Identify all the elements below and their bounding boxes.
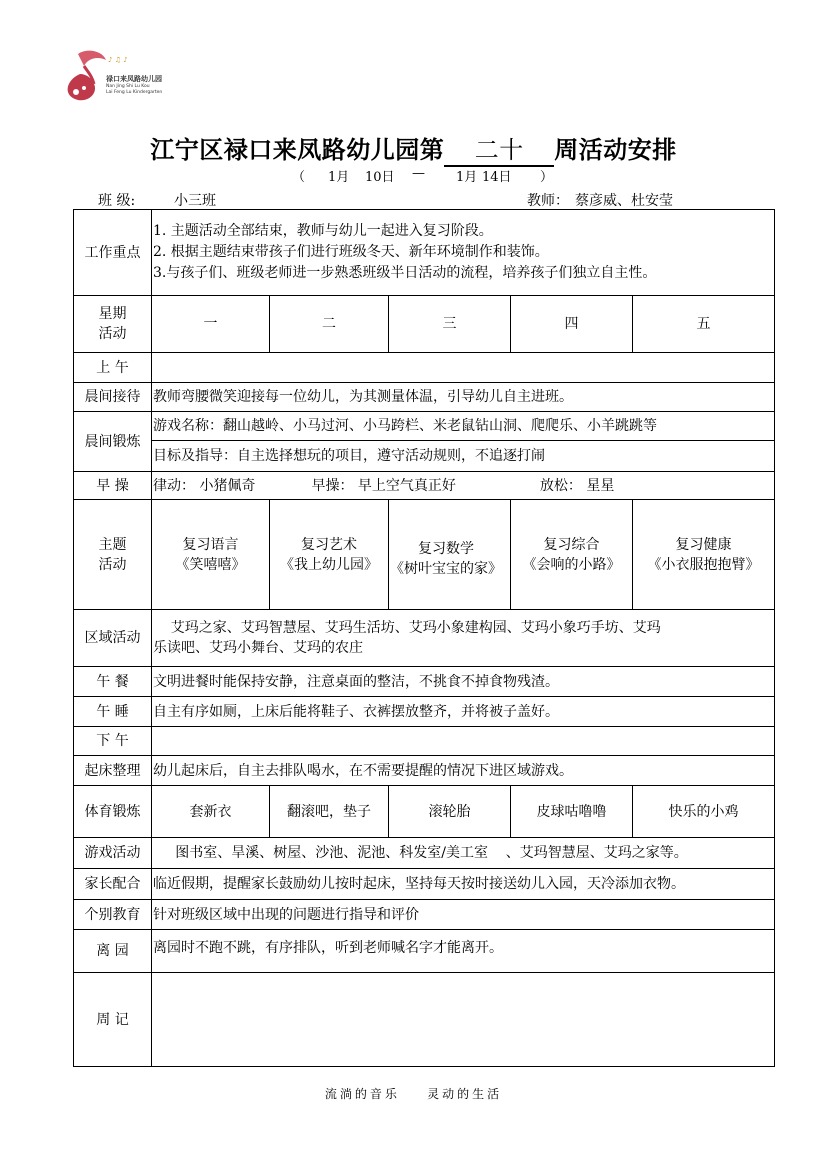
- early-exercise-content: [152, 472, 775, 500]
- nap-content: 自主有序如厕，上床后能将鞋子、衣裤摆放整齐，并将被子盖好。: [152, 697, 775, 727]
- title-week-number: 二十: [444, 130, 554, 167]
- theme-label-line: 主题: [98, 536, 127, 553]
- logo-name-en-2: Lai Feng Lu Kindergarten: [106, 90, 163, 95]
- focus-item: 3.与孩子们、班级老师进一步熟悉班级半日活动的流程，培养孩子们独立自主性。: [153, 265, 657, 281]
- theme-title: 《树叶宝宝的家》: [390, 560, 502, 577]
- schedule-table: [73, 209, 775, 1067]
- exercise-goal: 目标及指导：自主选择想玩的项目，遵守活动规则，不追逐打闹: [152, 441, 775, 472]
- area-line: 乐读吧、艾玛小舞台、艾玛的农庄: [153, 640, 363, 656]
- date-dash: —: [412, 166, 425, 181]
- date-open-paren: （: [292, 170, 306, 185]
- focus-content: [152, 210, 775, 296]
- game-content: 图书室、旱溪、树屋、沙池、泥池、科发室/美工室 、艾玛智慧屋、艾玛之家等。: [152, 838, 775, 869]
- leave-content: 离园时不跑不跳，有序排队，听到老师喊名字才能离开。: [152, 930, 775, 973]
- footer-slogan: 流淌的音乐 灵动的生活: [324, 1087, 503, 1101]
- pe-wed: 滚轮胎: [389, 786, 511, 838]
- page-title: [0, 130, 827, 167]
- row-weekdays: [74, 296, 775, 353]
- afternoon-label: 下 午: [74, 727, 152, 756]
- nap-label: 午 睡: [74, 697, 152, 727]
- theme-wed: [389, 500, 511, 610]
- row-pe: [74, 786, 775, 838]
- focus-item: 2. 根据主题结束带孩子们进行班级冬天、新年环境制作和装饰。: [153, 244, 549, 260]
- early-exercise: 早操： 早上空气真正好: [311, 477, 456, 494]
- row-lunch: [74, 667, 775, 697]
- date-close-paren: ）: [540, 170, 554, 185]
- theme-fri: [633, 500, 775, 610]
- date-start-day: 10日: [365, 170, 395, 185]
- class-value: 小三班: [174, 193, 216, 209]
- row-exercise-games: [74, 412, 775, 441]
- theme-thu: [511, 500, 633, 610]
- teacher-value: 蔡彦威、杜安莹: [575, 193, 673, 209]
- row-theme: [74, 500, 775, 610]
- theme-subject: 复习综合: [543, 536, 600, 553]
- pe-thu: 皮球咕噜噜: [511, 786, 633, 838]
- leave-label: 离 园: [74, 930, 152, 973]
- theme-subject: 复习艺术: [301, 536, 357, 553]
- title-prefix: 江宁区禄口来凤路幼儿园第: [150, 135, 445, 164]
- afternoon-content: [152, 727, 775, 756]
- row-exercise-goal: [74, 441, 775, 472]
- theme-subject: 复习语言: [182, 536, 239, 553]
- morning-label: 上 午: [74, 353, 152, 383]
- individual-content: 针对班级区域中出现的问题进行指导和评价: [152, 900, 775, 930]
- row-individual: [74, 900, 775, 930]
- weekly-label: 周 记: [74, 973, 152, 1067]
- parent-label: 家长配合: [74, 869, 152, 900]
- pe-fri: 快乐的小鸡: [633, 786, 775, 838]
- row-game: [74, 838, 775, 869]
- weekday-label-line: 星期: [98, 306, 127, 322]
- early-exercise-label: 早 操: [74, 472, 152, 500]
- lunch-content: 文明进餐时能保持安静，注意桌面的整洁，不挑食不掉食物残渣。: [152, 667, 775, 697]
- date-end-day: 14日: [482, 170, 512, 185]
- row-weekly: [74, 973, 775, 1067]
- weekday-thu: 四: [511, 296, 633, 353]
- title-suffix: 周活动安排: [554, 135, 677, 164]
- row-nap: [74, 697, 775, 727]
- wake-label: 起床整理: [74, 756, 152, 786]
- weekday-mon: 一: [152, 296, 270, 353]
- theme-title: 《笑嘻嘻》: [175, 556, 246, 573]
- weekly-content: [152, 973, 775, 1067]
- date-start-month: 1月: [328, 170, 350, 185]
- row-leave: [74, 930, 775, 973]
- logo-text: [106, 74, 162, 96]
- pe-label: 体育锻炼: [74, 786, 152, 838]
- reception-label: 晨间接待: [74, 383, 152, 412]
- pe-tue: 翻滚吧，垫子: [270, 786, 389, 838]
- theme-subject: 复习数学: [418, 540, 474, 557]
- exercise-label: 晨间锻炼: [74, 412, 152, 472]
- game-label: 游戏活动: [74, 838, 152, 869]
- date-end-month: 1月: [456, 170, 478, 185]
- theme-subject: 复习健康: [675, 536, 732, 553]
- pe-mon: 套新衣: [152, 786, 270, 838]
- logo-name-en-1: Nan Jing Shi Lu Kou: [106, 84, 150, 89]
- focus-label: 工作重点: [74, 210, 152, 296]
- logo-name-cn: 禄口来凤路幼儿园: [106, 75, 162, 83]
- row-area: [74, 610, 775, 667]
- row-morning: [74, 353, 775, 383]
- weekday-fri: 五: [633, 296, 775, 353]
- svg-text:♪ ♫ ♪: ♪ ♫ ♪: [108, 56, 128, 64]
- row-reception: [74, 383, 775, 412]
- weekday-label-line: 活动: [98, 326, 127, 342]
- weekday-label: [74, 296, 152, 353]
- area-label: 区域活动: [74, 610, 152, 667]
- theme-mon: [152, 500, 270, 610]
- theme-tue: [270, 500, 389, 610]
- teacher-label: 教师：: [527, 193, 569, 209]
- weekday-wed: 三: [389, 296, 511, 353]
- theme-title: 《小衣服抱抱臂》: [647, 556, 760, 573]
- early-rhythm: 律动： 小猪佩奇: [153, 477, 256, 494]
- row-afternoon: [74, 727, 775, 756]
- early-relax: 放松： 星星: [539, 477, 615, 494]
- wake-content: 幼儿起床后，自主去排队喝水，在不需要提醒的情况下进区域游戏。: [152, 756, 775, 786]
- area-content: [152, 610, 775, 667]
- morning-content: [152, 353, 775, 383]
- theme-label: [74, 500, 152, 610]
- weekday-tue: 二: [270, 296, 389, 353]
- theme-title: 《会响的小路》: [522, 556, 621, 573]
- exercise-games: 游戏名称：翻山越岭、小马过河、小马跨栏、米老鼠钻山洞、爬爬乐、小羊跳跳等: [152, 412, 775, 441]
- parent-content: 临近假期，提醒家长鼓励幼儿按时起床，坚持每天按时接送幼儿入园，天冷添加衣物。: [152, 869, 775, 900]
- row-early-exercise: [74, 472, 775, 500]
- area-line: 艾玛之家、艾玛智慧屋、艾玛生活坊、艾玛小象建构园、艾玛小象巧手坊、艾玛: [153, 620, 661, 636]
- focus-item: 1. 主题活动全部结束，教师与幼儿一起进入复习阶段。: [153, 223, 493, 239]
- row-wake: [74, 756, 775, 786]
- class-label: 班 级:: [98, 193, 136, 209]
- reception-content: 教师弯腰微笑迎接每一位幼儿，为其测量体温，引导幼儿自主进班。: [152, 383, 775, 412]
- theme-title: 《我上幼儿园》: [280, 556, 378, 573]
- theme-label-line: 活动: [98, 556, 127, 573]
- row-parent: [74, 869, 775, 900]
- lunch-label: 午 餐: [74, 667, 152, 697]
- row-focus: [74, 210, 775, 296]
- individual-label: 个别教育: [74, 900, 152, 930]
